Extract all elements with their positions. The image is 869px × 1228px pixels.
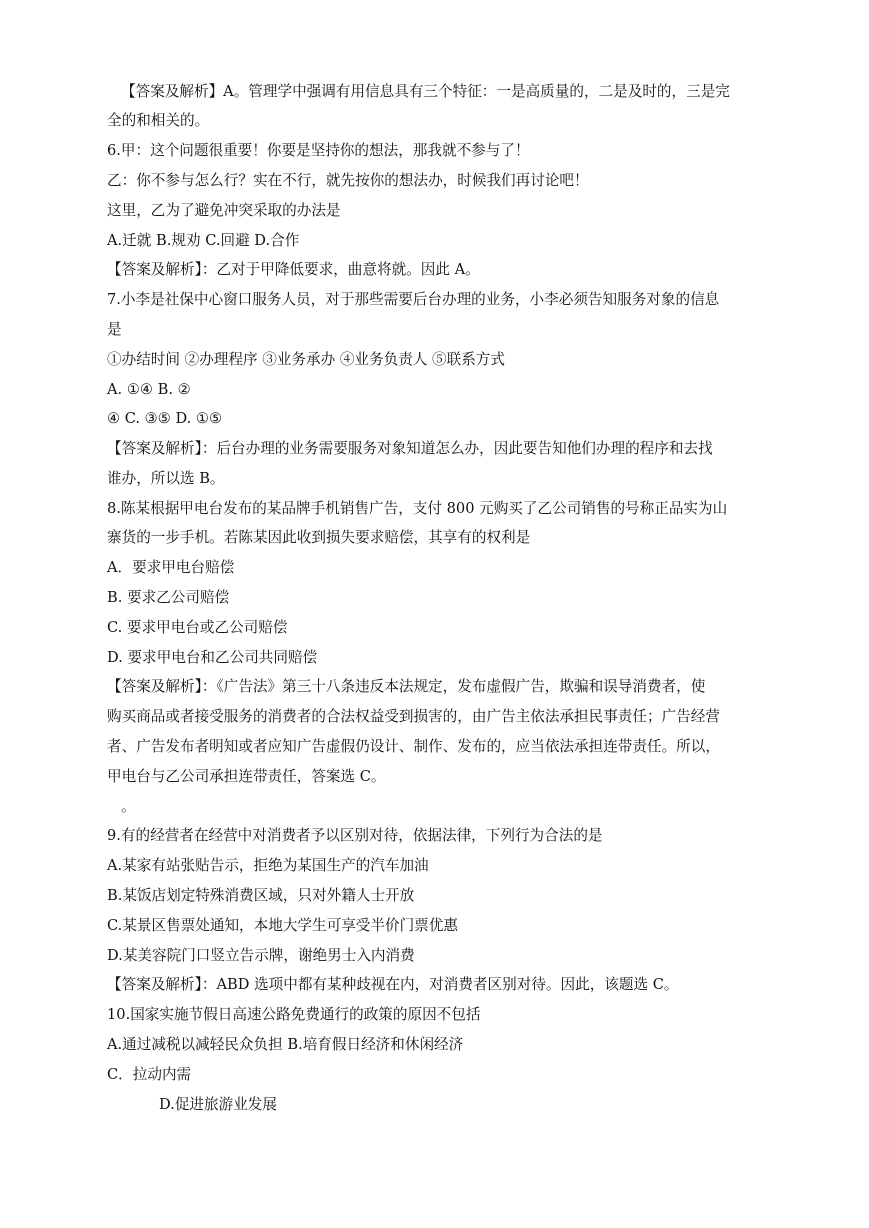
q8-answer-line-2: 购买商品或者接受服务的消费者的合法权益受到损害的，由广告主依法承担民事责任；广告经营 — [107, 708, 720, 725]
q6-options: A.迁就 B.规劝 C.回避 D.合作 — [107, 232, 300, 249]
q7-stem-line-2: 是 — [107, 321, 122, 338]
q7-options-line-1: A. ①④ B. ② — [107, 381, 191, 398]
q7-answer-line-2: 谁办，所以选 B。 — [107, 470, 225, 487]
q9-option-a: A.某家有站张贴告示，拒绝为某国生产的汽车加油 — [107, 857, 429, 874]
q8-stem-line-2: 寨货的一步手机。若陈某因此收到损失要求赔偿，其享有的权利是 — [107, 529, 531, 546]
q10-options-ab: A.通过减税以减轻民众负担 B.培育假日经济和休闲经济 — [107, 1036, 464, 1053]
q8-answer-line-3: 者、广告发布者明知或者应知广告虚假仍设计、制作、发布的，应当依法承担连带责任。所以， — [107, 738, 720, 755]
q9-option-c: C.某景区售票处通知，本地大学生可享受半价门票优惠 — [107, 917, 458, 934]
q6-answer: 【答案及解析】：乙对于甲降低要求，曲意将就。因此 A。 — [107, 261, 480, 278]
q7-answer-line-1: 【答案及解析】：后台办理的业务需要服务对象知道怎么办，因此要告知他们办理的程序和去找 — [107, 440, 713, 457]
q8-answer-line-1: 【答案及解析】：《广告法》第三十八条违反本法规定，发布虚假广告，欺骗和误导消费者，使 — [107, 678, 706, 695]
q6-stem-line-3: 这里，乙为了避免冲突采取的办法是 — [107, 202, 341, 219]
q5-answer-line-1: 【答案及解析】A。管理学中强调有用信息具有三个特征：一是高质量的，二是及时的，三是完 — [121, 83, 730, 100]
q5-answer-line-2: 全的和相关的。 — [107, 112, 210, 129]
q7-items: ①办结时间 ②办理程序 ③业务承办 ④业务负责人 ⑤联系方式 — [107, 351, 505, 368]
q8-option-d: D. 要求甲电台和乙公司共同赔偿 — [107, 649, 318, 666]
q8-stem-line-1: 8.陈某根据甲电台发布的某品牌手机销售广告，支付 800 元购买了乙公司销售的号称正品实为山 — [107, 500, 728, 517]
q6-stem-line-1: 6.甲：这个问题很重要！你要是坚持你的想法，那我就不参与了！ — [107, 142, 530, 159]
q8-option-a: A．要求甲电台赔偿 — [107, 559, 235, 576]
q10-option-c: C．拉动内需 — [107, 1066, 192, 1083]
q7-options-line-2: ④ C. ③⑤ D. ①⑤ — [107, 410, 223, 427]
q9-answer: 【答案及解析】：ABD 选项中都有某种歧视在内，对消费者区别对待。因此，该题选 C。 — [107, 976, 679, 993]
q8-option-c: C. 要求甲电台或乙公司赔偿 — [107, 619, 288, 636]
q7-stem-line-1: 7.小李是社保中心窗口服务人员，对于那些需要后台办理的业务，小李必须告知服务对象的信息 — [107, 291, 720, 308]
q8-option-b: B. 要求乙公司赔偿 — [107, 589, 230, 606]
q9-option-d: D.某美容院门口竖立告示牌，谢绝男士入内消费 — [107, 947, 415, 964]
q9-stem: 9.有的经营者在经营中对消费者予以区别对待，依据法律，下列行为合法的是 — [107, 827, 603, 844]
q8-answer-line-4: 甲电台与乙公司承担连带责任，答案选 C。 — [107, 768, 386, 785]
q6-stem-line-2: 乙：你不参与怎么行？实在不行，就先按你的想法办，时候我们再讨论吧！ — [107, 172, 589, 189]
q10-option-d: D.促进旅游业发展 — [159, 1096, 277, 1113]
q10-stem: 10.国家实施节假日高速公路免费通行的政策的原因不包括 — [107, 1006, 481, 1023]
stray-period: 。 — [121, 798, 136, 815]
q9-option-b: B.某饭店划定特殊消费区域，只对外籍人士开放 — [107, 887, 415, 904]
